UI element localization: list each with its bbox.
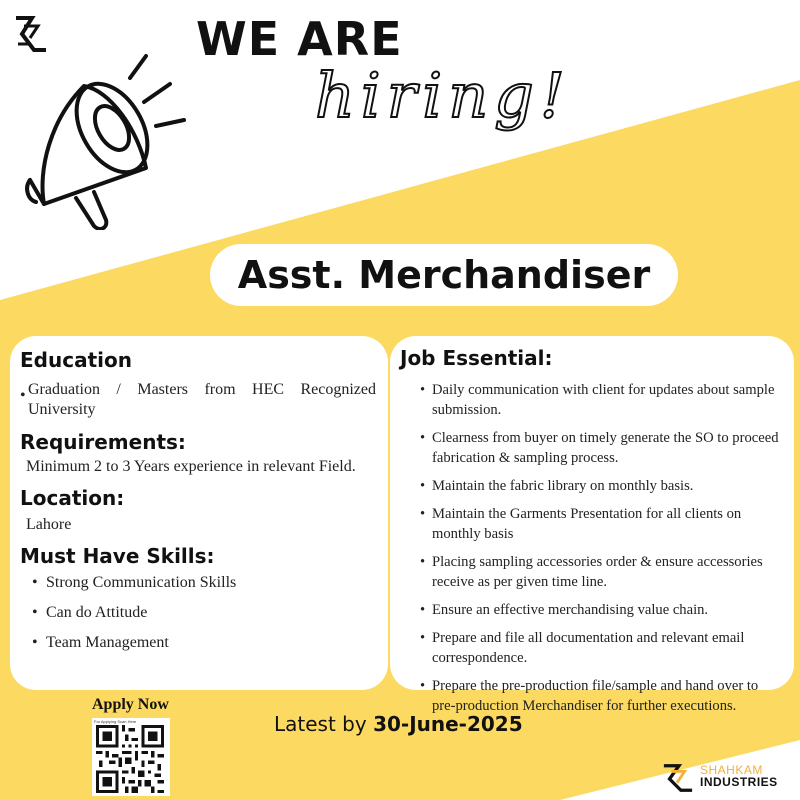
company-logo [12, 14, 50, 54]
requirements-heading: Requirements: [20, 430, 186, 454]
essential-item: • Placing sampling accessories order & ensure accessories receive as per given time line. [422, 552, 784, 592]
essential-item: • Prepare the pre-production file/sample and hand over to pre-production Merchandiser for further executions. [422, 676, 784, 716]
essential-item: • Ensure an effective merchandising value chain. [422, 600, 784, 620]
education-text [20, 380, 376, 420]
essential-item: • Maintain the fabric library on monthly basis. [422, 476, 784, 496]
location-heading: Location: [20, 486, 125, 510]
position-title-pill [210, 244, 678, 306]
job-essential-card [390, 336, 794, 714]
location-text: Lahore [26, 516, 72, 533]
skill-item: • Can do Attitude [32, 604, 376, 622]
left-info-card [10, 336, 388, 690]
deadline-prefix: Latest by [274, 712, 374, 736]
essential-item: • Clearness from buyer on timely generate the SO to proceed fabrication & sampling process. [422, 428, 784, 468]
skill-item: • Strong Communication Skills [32, 574, 376, 592]
qr-caption: For Applying Scan Here [94, 719, 137, 724]
skills-heading: Must Have Skills: [20, 544, 215, 568]
essential-item: • Maintain the Garments Presentation for all clients on monthly basis [422, 504, 784, 544]
brand-line-2: INDUSTRIES [700, 775, 778, 789]
requirements-text: Minimum 2 to 3 Years experience in relevant Field. [26, 458, 356, 475]
education-value: Graduation / Masters from HEC Recognized University [28, 381, 376, 418]
brand-name [700, 764, 778, 788]
education-heading: Education [20, 348, 132, 372]
hiring-script-text [315, 55, 645, 135]
brand-line-1: SHAHKAM [700, 763, 763, 777]
hiring-script-word: hiring! [315, 59, 571, 132]
megaphone-icon [20, 50, 200, 230]
skill-item: • Team Management [32, 634, 376, 652]
brand-logo-icon [660, 762, 696, 794]
job-essential-heading: Job Essential: [400, 346, 553, 370]
headline: WE ARE [196, 12, 403, 66]
apply-now-label: Apply Now [92, 696, 169, 713]
bullet-icon: • [20, 387, 26, 404]
deadline-date: 30-June-2025 [373, 712, 523, 736]
essential-item: • Daily communication with client for updates about sample submission. [422, 380, 784, 420]
skills-list [20, 574, 376, 652]
essential-item: • Prepare and file all documentation and relevant email correspondence. [422, 628, 784, 668]
deadline-text [274, 712, 523, 736]
qr-code-icon[interactable] [96, 725, 164, 793]
position-title: Asst. Merchandiser [237, 253, 651, 297]
job-essential-list [400, 380, 784, 716]
